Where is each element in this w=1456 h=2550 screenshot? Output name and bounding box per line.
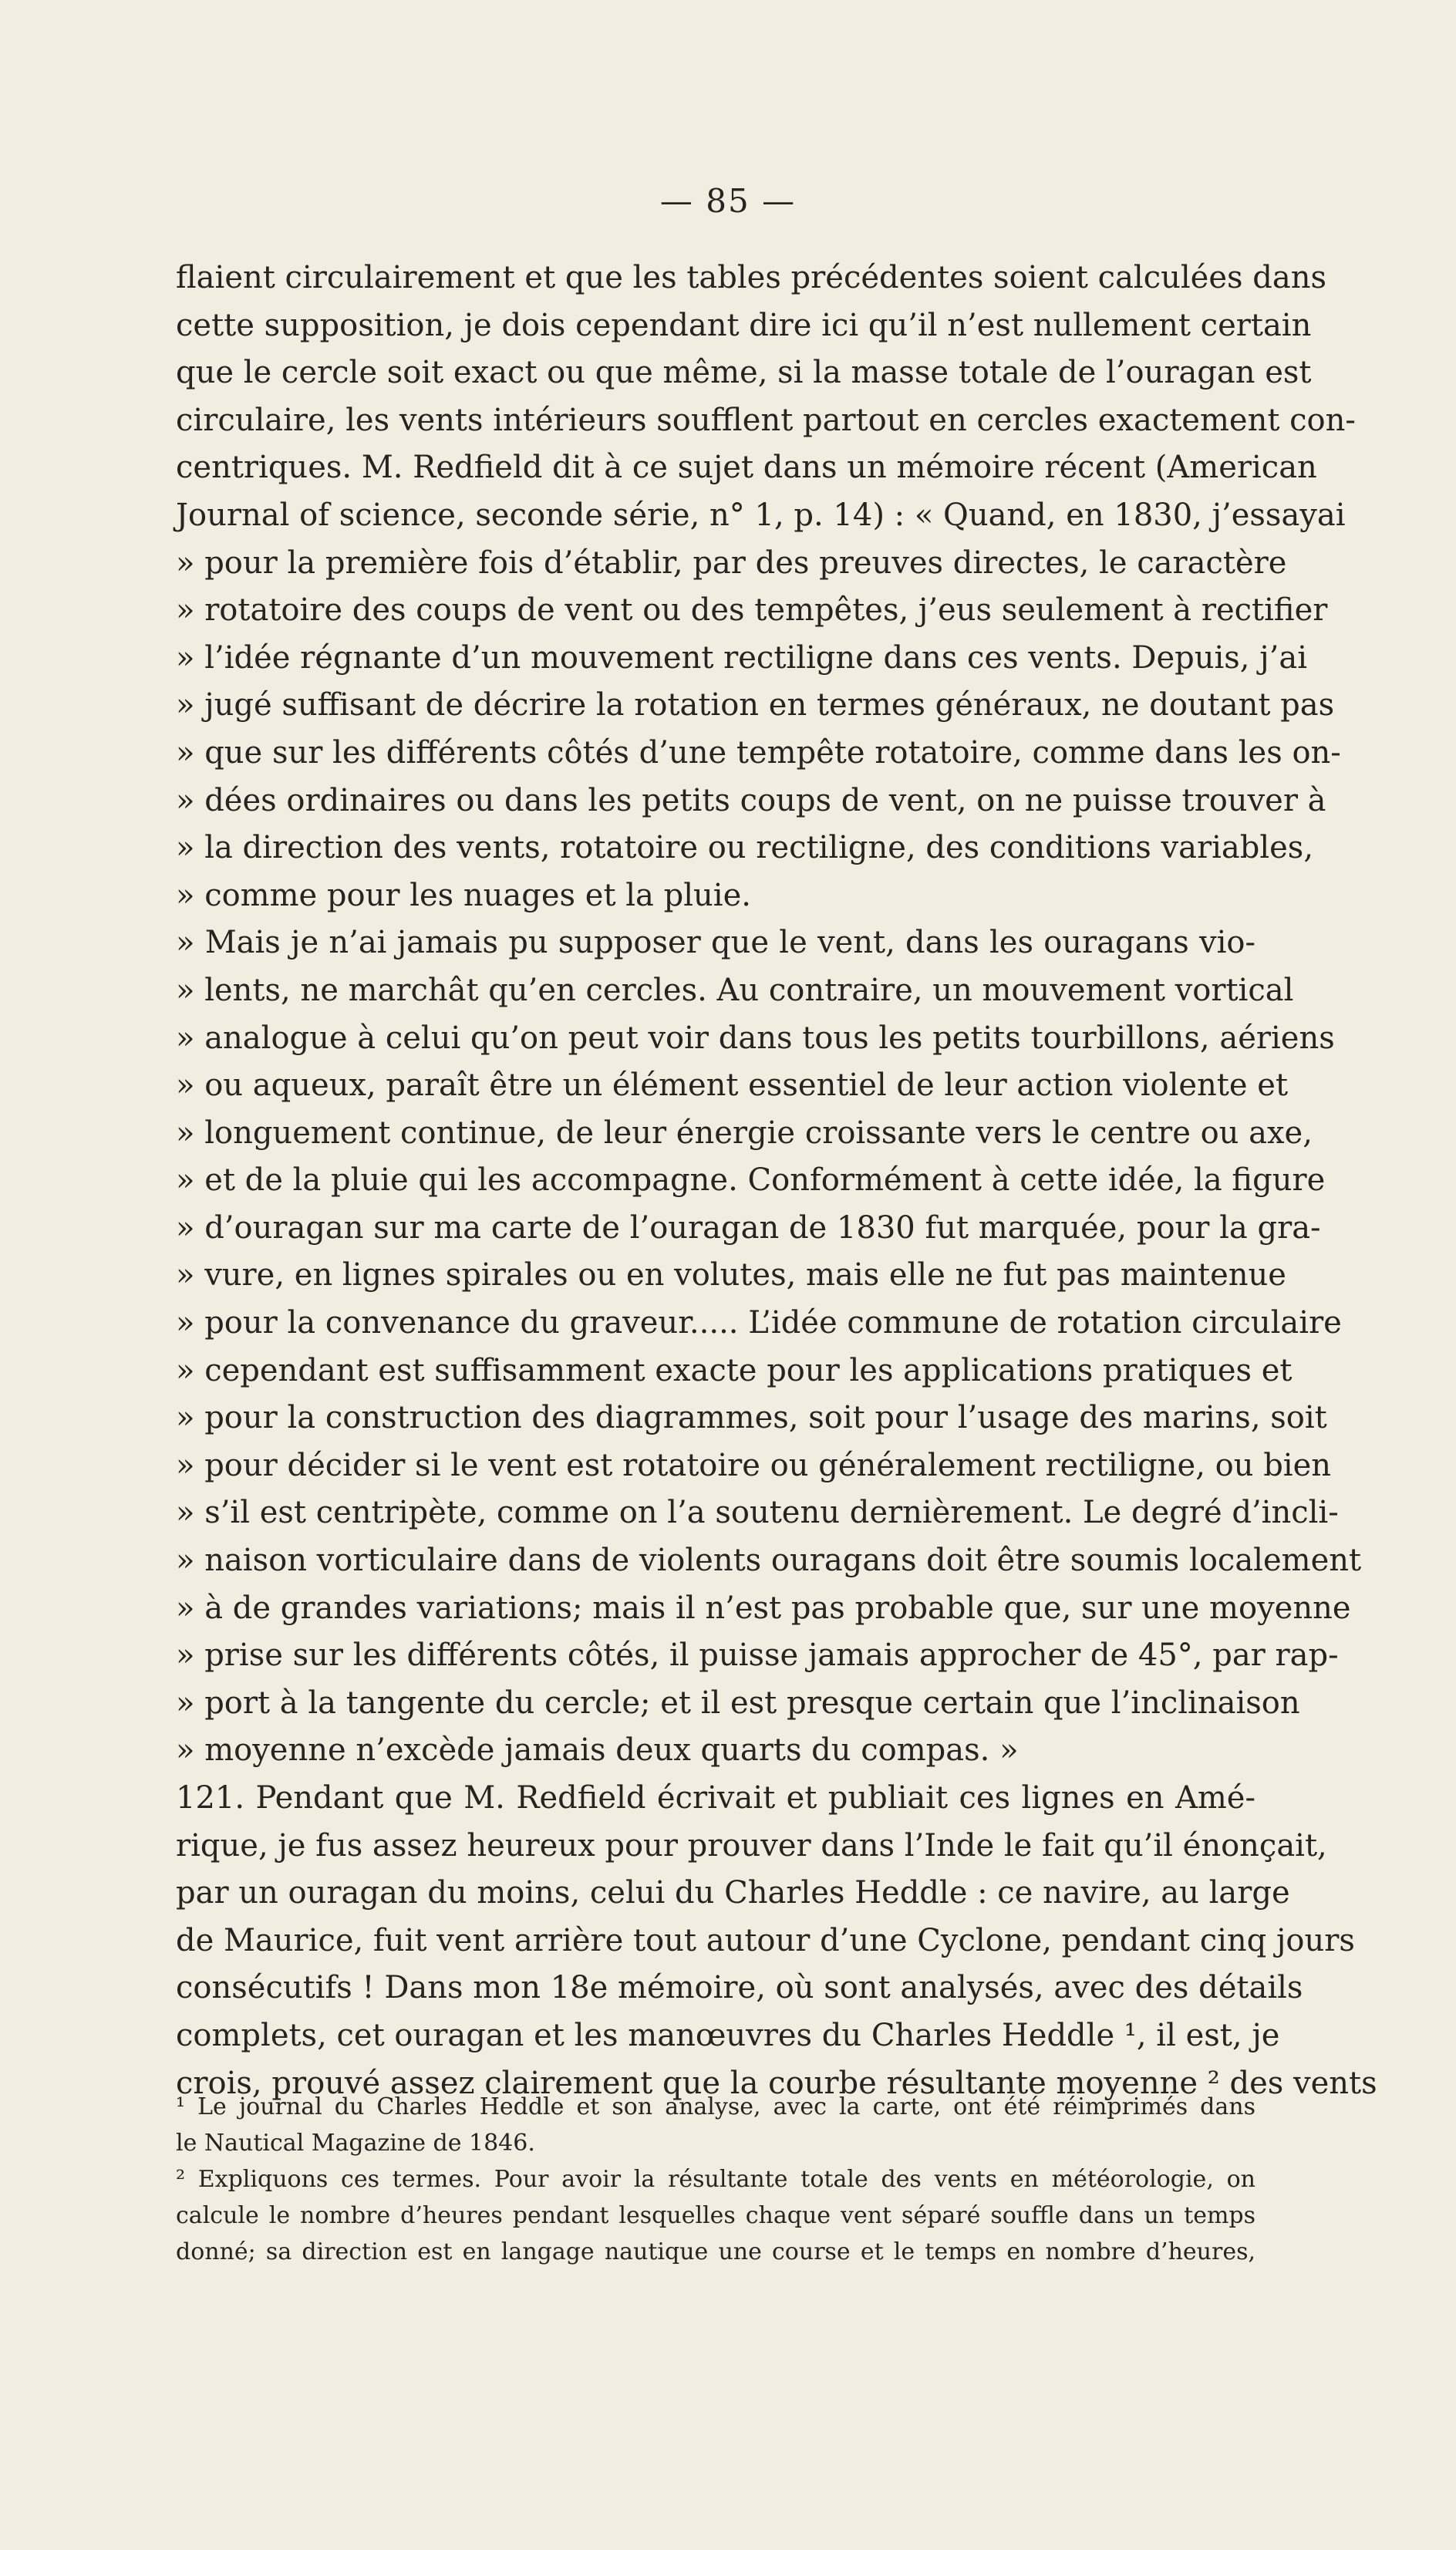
body-line: » lents, ne marchât qu’en cercles. Au contraire, un mouvement vortical xyxy=(176,972,1294,1008)
body-line: » d’ouragan sur ma carte de l’ouragan de 1830 fut marquée, pour la gra- xyxy=(176,1209,1321,1246)
body-text xyxy=(176,255,1377,2107)
footnotes xyxy=(176,2089,1255,2270)
footnote-line: ² Expliquons ces termes. Pour avoir la résultante totale des vents en météorologie, on xyxy=(176,2166,1255,2193)
body-line: » comme pour les nuages et la pluie. xyxy=(176,877,751,913)
body-line: » et de la pluie qui les accompagne. Conformément à cette idée, la figure xyxy=(176,1162,1326,1199)
body-line: Journal of science, seconde série, n° 1, p. 14) : « Quand, en 1830, j’essayai xyxy=(176,497,1346,533)
body-line: » ou aqueux, paraît être un élément essentiel de leur action violente et xyxy=(176,1068,1289,1104)
body-line: que le cercle soit exact ou que même, si la masse totale de l’ouragan est xyxy=(176,355,1312,391)
body-line: » port à la tangente du cercle; et il est presque certain que l’inclinaison xyxy=(176,1685,1300,1721)
body-line: » Mais je n’ai jamais pu supposer que le vent, dans les ouragans vio- xyxy=(176,925,1255,961)
body-line: » longuement continue, de leur énergie croissante vers le centre ou axe, xyxy=(176,1115,1313,1151)
body-line: par un ouragan du moins, celui du Charles Heddle : ce navire, au large xyxy=(176,1875,1290,1911)
body-line: » prise sur les différents côtés, il puisse jamais approcher de 45°, par rap- xyxy=(176,1638,1339,1674)
body-line: » vure, en lignes spirales ou en volutes, mais elle ne fut pas maintenue xyxy=(176,1257,1286,1294)
body-line: crois, prouvé assez clairement que la courbe résultante moyenne ² des vents xyxy=(176,2065,1377,2101)
body-line: » cependant est suffisamment exacte pour les applications pratiques et xyxy=(176,1352,1293,1388)
body-line: centriques. M. Redfield dit à ce sujet dans un mémoire récent (American xyxy=(176,450,1317,486)
body-line: » s’il est centripète, comme on l’a soutenu dernièrement. Le degré d’incli- xyxy=(176,1495,1339,1531)
body-line: » la direction des vents, rotatoire ou rectiligne, des conditions variables, xyxy=(176,830,1314,866)
body-line: rique, je fus assez heureux pour prouver dans l’Inde le fait qu’il énonçait, xyxy=(176,1827,1327,1864)
body-line: » analogue à celui qu’on peut voir dans tous les petits tourbillons, aériens xyxy=(176,1020,1335,1056)
body-line: » pour la première fois d’établir, par des preuves directes, le caractère xyxy=(176,545,1287,581)
page-number: — 85 — xyxy=(659,182,797,220)
body-line: flaient circulairement et que les tables précédentes soient calculées dans xyxy=(176,260,1327,295)
body-line: de Maurice, fuit vent arrière tout autour d’une Cyclone, pendant cinq jours xyxy=(176,1922,1355,1958)
body-line: » naison vorticulaire dans de violents ouragans doit être soumis localement xyxy=(176,1543,1362,1579)
body-line: » pour la construction des diagrammes, soit pour l’usage des marins, soit xyxy=(176,1400,1327,1436)
body-line: » jugé suffisant de décrire la rotation en termes généraux, ne doutant pas xyxy=(176,687,1335,724)
body-line: » pour décider si le vent est rotatoire ou généralement rectiligne, ou bien xyxy=(176,1447,1332,1483)
body-line: consécutifs ! Dans mon 18e mémoire, où sont analysés, avec des détails xyxy=(176,1970,1303,2006)
body-line: circulaire, les vents intérieurs soufflent partout en cercles exactement con- xyxy=(176,402,1356,438)
footnote-line: le Nautical Magazine de 1846. xyxy=(176,2130,535,2157)
body-line: complets, cet ouragan et les manœuvres du Charles Heddle ¹, il est, je xyxy=(176,2017,1280,2053)
body-line: » moyenne n’excède jamais deux quarts du compas. » xyxy=(176,1732,1019,1769)
body-line: » que sur les différents côtés d’une tempête rotatoire, comme dans les on- xyxy=(176,734,1341,771)
body-line: » à de grandes variations; mais il n’est pas probable que, sur une moyenne xyxy=(176,1590,1351,1626)
body-line: » l’idée régnante d’un mouvement rectiligne dans ces vents. Depuis, j’ai xyxy=(176,639,1307,676)
body-line: cette supposition, je dois cependant dire ici qu’il n’est nullement certain xyxy=(176,307,1312,343)
body-line: 121. Pendant que M. Redfield écrivait et publiait ces lignes en Amé- xyxy=(176,1780,1255,1816)
footnote-line: ¹ Le journal du Charles Heddle et son analyse, avec la carte, ont été réimprimés dans xyxy=(176,2093,1255,2120)
body-line: » rotatoire des coups de vent ou des tempêtes, j’eus seulement à rectifier xyxy=(176,592,1328,629)
footnote-line: donné; sa direction est en langage nautique une course et le temps en nombre d’heures, xyxy=(176,2238,1255,2265)
footnote-line: calcule le nombre d’heures pendant lesquelles chaque vent séparé souffle dans un temps xyxy=(176,2202,1255,2229)
body-line: » dées ordinaires ou dans les petits coups de vent, on ne puisse trouver à xyxy=(176,782,1326,818)
body-line: » pour la convenance du graveur..... L’idée commune de rotation circulaire xyxy=(176,1305,1342,1341)
